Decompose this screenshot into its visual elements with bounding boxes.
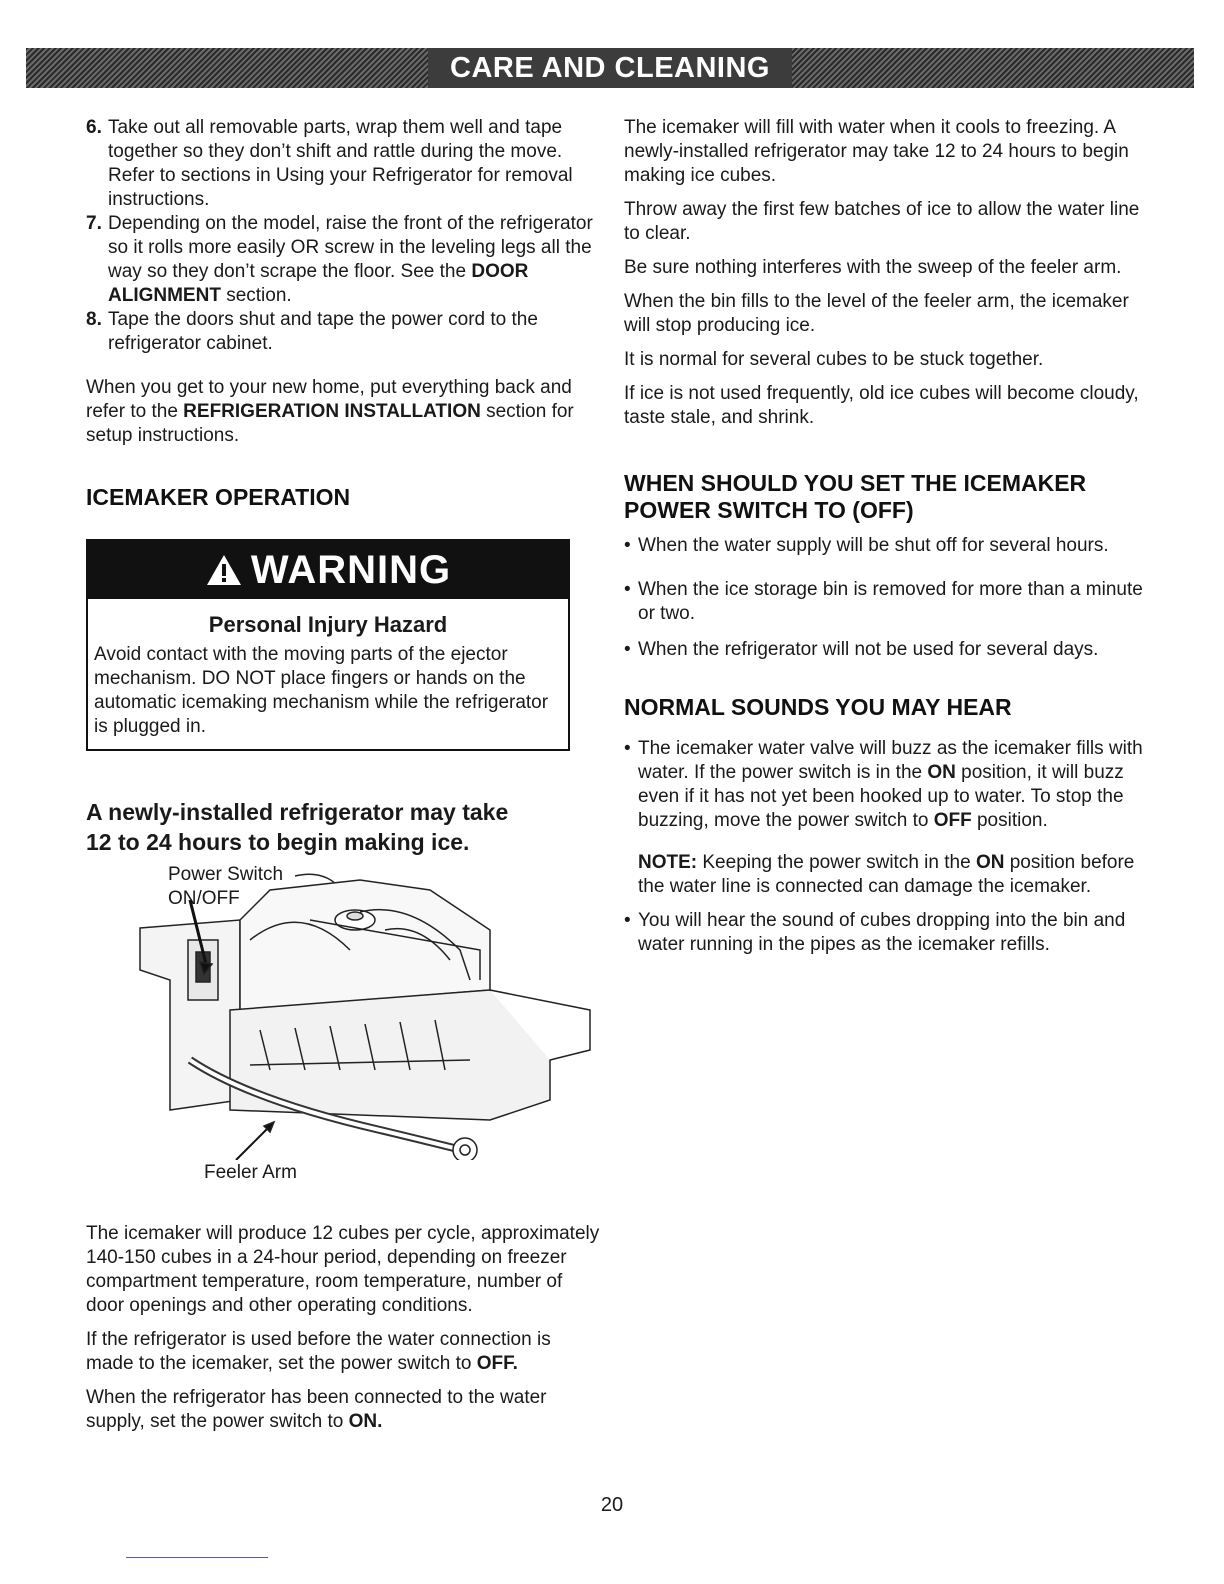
- connected-paragraph: When the refrigerator has been connected to the water supply, set the power switch to ON.: [86, 1387, 547, 1432]
- old-ice-paragraph: If ice is not used frequently, old ice cubes will become cloudy, taste stale, and shrink.: [624, 383, 1139, 428]
- feeler-sweep-paragraph: Be sure nothing interferes with the sweep of the feeler arm.: [624, 257, 1122, 278]
- warning-box: [86, 539, 570, 751]
- list-item: • When the refrigerator will not be used for several days.: [624, 639, 1099, 660]
- normal-sounds-heading: NORMAL SOUNDS YOU MAY HEAR: [624, 694, 1012, 720]
- list-item: • When the ice storage bin is removed for more than a minute or two.: [624, 579, 1143, 624]
- section-banner: [26, 48, 1194, 88]
- step-6: 6. Take out all removable parts, wrap them well and tape together so they don’t shift and rattle during the move. Refer to sections in Using your Refrigerator for removal instructions.: [86, 117, 573, 210]
- switch-off-heading-1: WHEN SHOULD YOU SET THE ICEMAKER: [624, 470, 1087, 496]
- new-home-paragraph: When you get to your new home, put everything back and refer to the REFRIGERATION INSTALLATION section for setup instructions.: [86, 377, 574, 446]
- warning-subtitle: Personal Injury Hazard: [208, 612, 448, 637]
- page-number: 20: [600, 1494, 624, 1516]
- moving-steps: [86, 116, 596, 356]
- icemaker-operation-heading: ICEMAKER OPERATION: [86, 484, 351, 510]
- step-8: 8. Tape the doors shut and tape the power cord to the refrigerator cabinet.: [86, 309, 538, 354]
- list-item: • When the water supply will be shut off for several hours.: [624, 535, 1109, 556]
- fill-paragraph: The icemaker will fill with water when it cools to freezing. A newly-installed refrigerator may take 12 to 24 hours to begin making ice cubes.: [624, 117, 1129, 186]
- left-column-bottom: [86, 1222, 601, 1444]
- note-paragraph: NOTE: Keeping the power switch in the ON position before the water line is connected can damage the icemaker.: [638, 852, 1135, 897]
- list-item: • You will hear the sound of cubes dropping into the bin and water running in the pipes as the icemaker refills.: [624, 910, 1126, 955]
- warning-triangle-icon: [205, 553, 243, 587]
- step-7: 7. Depending on the model, raise the front of the refrigerator so it rolls more easily OR screw in the leveling legs all the way so they don’t scrape the floor. See the DOOR ALIGNMENT section.: [86, 213, 593, 306]
- right-column: [624, 116, 1144, 967]
- newly-installed-heading-2: 12 to 24 hours to begin making ice.: [86, 829, 470, 855]
- page-title: CARE AND CLEANING: [428, 48, 792, 88]
- warning-body: Avoid contact with the moving parts of the ejector mechanism. DO NOT place fingers or hands on the automatic icemaking mechanism while the refrigerator is plugged in.: [94, 644, 549, 737]
- switch-off-heading-2: POWER SWITCH TO (OFF): [624, 497, 914, 523]
- power-switch-onoff-label: ON/OFF: [168, 888, 240, 909]
- newly-installed-heading-1: A newly-installed refrigerator may take: [86, 799, 509, 825]
- power-switch-label: Power Switch: [168, 864, 284, 885]
- throw-away-paragraph: Throw away the first few batches of ice to allow the water line to clear.: [624, 199, 1140, 244]
- before-connection-paragraph: If the refrigerator is used before the water connection is made to the icemaker, set the power switch to OFF.: [86, 1329, 551, 1374]
- warning-title: WARNING: [250, 548, 452, 592]
- feeler-arm-label: Feeler Arm: [204, 1162, 297, 1183]
- left-column: [86, 116, 596, 857]
- footer-rule: [126, 1557, 268, 1558]
- bin-fills-paragraph: When the bin fills to the level of the feeler arm, the icemaker will stop producing ice.: [624, 291, 1129, 336]
- door-alignment-ref: DOOR ALIGNMENT: [108, 261, 529, 306]
- stuck-together-paragraph: It is normal for several cubes to be stuck together.: [624, 349, 1044, 370]
- icemaker-drawing: [130, 860, 600, 1160]
- list-item: • The icemaker water valve will buzz as the icemaker fills with water. If the power switch is in the ON position, it will buzz even if it has not yet been hooked up to water. To stop the buzzing, move the power switch to OFF position.: [624, 738, 1143, 831]
- icemaker-illustration: [130, 860, 600, 1190]
- warning-header: [88, 541, 568, 599]
- cycle-paragraph: The icemaker will produce 12 cubes per cycle, approximately 140-150 cubes in a 24-hour period, depending on freezer compartment temperature, room temperature, number of door openings and other operating conditions.: [86, 1223, 600, 1316]
